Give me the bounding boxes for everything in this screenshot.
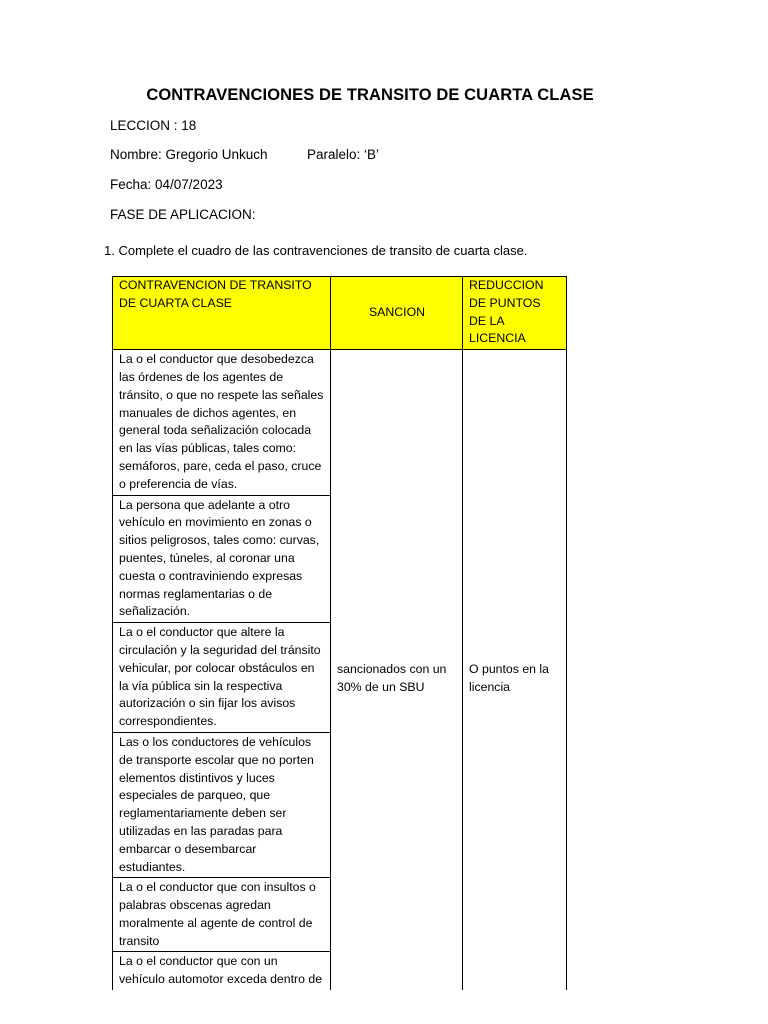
page-bottom-edge	[0, 990, 768, 1024]
header-reduccion: REDUCCION DE PUNTOS DE LA LICENCIA	[463, 277, 567, 350]
table-row	[113, 350, 567, 495]
reduccion-text: O puntos en la licencia	[469, 662, 549, 695]
document-title: CONTRAVENCIONES DE TRANSITO DE CUARTA CLASE	[146, 86, 594, 104]
paralelo-label: Paralelo: ‘B’	[307, 147, 380, 162]
contravenciones-table	[112, 276, 567, 1009]
sancion-cell	[331, 350, 463, 1009]
instruction-text: 1. Complete el cuadro de las contravenciones de transito de cuarta clase.	[104, 243, 528, 258]
contravencion-cell: La o el conductor que con insultos o palabras obscenas agredan moralmente al agente de control de transito	[113, 878, 331, 952]
contravencion-cell: La o el conductor que altere la circulación y la seguridad del tránsito vehicular, por colocar obstáculos en la vía pública sin la respectiva autorización o sin fijar los avisos correspondientes.	[113, 623, 331, 733]
lesson-number: LECCION : 18	[110, 118, 197, 133]
contravencion-cell: Las o los conductores de vehículos de transporte escolar que no porten elementos distintivos y luces especiales de parqueo, que reglamentariamente deben ser utilizadas en las paradas para embarcar o desembarcar estudiantes.	[113, 732, 331, 877]
reduccion-cell	[463, 350, 567, 1009]
header-sancion: SANCION	[331, 277, 463, 350]
contravencion-cell: La o el conductor que con un vehículo automotor exceda dentro de	[113, 952, 331, 1008]
date-line: Fecha: 04/07/2023	[110, 177, 223, 192]
phase-heading: FASE DE APLICACION:	[110, 207, 256, 222]
student-name: Nombre: Gregorio Unkuch	[110, 147, 268, 162]
contravencion-cell: La o el conductor que desobedezca las órdenes de los agentes de tránsito, o que no respete las señales manuales de dichos agentes, en general toda señalización colocada en las vías públicas, tales como: semáforos, pare, ceda el paso, cruce o preferencia de vías.	[113, 350, 331, 495]
table-header-row	[113, 277, 567, 350]
contravencion-cell: La persona que adelante a otro vehículo en movimiento en zonas o sitios peligrosos, tales como: curvas, puentes, túneles, al coronar una cuesta o contraviniendo expresas normas reglamentarias o de señalización.	[113, 495, 331, 623]
student-line	[110, 147, 380, 162]
header-contravencion: CONTRAVENCION DE TRANSITO DE CUARTA CLASE	[113, 277, 331, 350]
sancion-text: sancionados con un 30% de un SBU	[337, 662, 447, 695]
